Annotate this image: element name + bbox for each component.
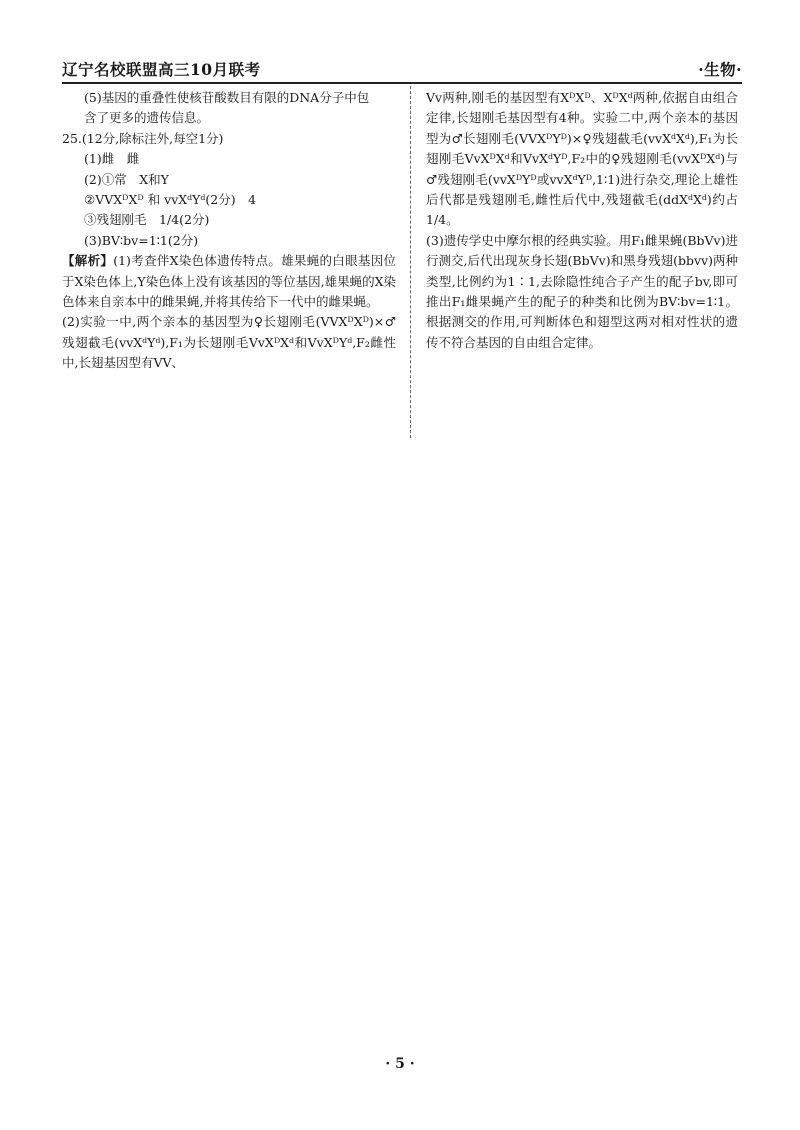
q5-answer-line2: 含了更多的遗传信息。 [84, 110, 210, 126]
q25-heading: 25.(12分,除标注外,每空1分) [62, 130, 224, 146]
analysis-text: (1)考查伴X染色体遗传特点。雄果蝇的白眼基因位于X染色体上,Y染色体上没有该基因的等位基因,雄果蝇的X染色体来自亲本中的雌果蝇,并将其传给下一代中的雌果蝇。 [62, 253, 396, 310]
subject-label: ·生物· [698, 60, 742, 79]
q25-answer-3: (3)BV∶bv=1∶1(2分) [84, 232, 199, 248]
analysis-paragraph [62, 251, 396, 312]
page-header [62, 58, 742, 84]
q25-answer-1: (1)雌 雌 [84, 151, 140, 167]
part3-analysis: (3)遗传学史中摩尔根的经典实验。用F₁雌果蝇(BbVv)进行测交,后代出现灰身长翅(BbVv)和黑身残翅(bbvv)两种类型,比例约为1∶1,去除隐性纯合子产生的配子bv,即可推出F₁雌果蝇产生的配子的种类和比例为BV∶bv=1∶1。根据测交的作用,可判断体色和翅型这两对相对性状的遗传不符合基因的自由组合定律。 [426, 232, 738, 350]
column-divider [410, 86, 411, 438]
q5-answer-line1: (5)基因的重叠性使核苷酸数目有限的DNA分子中包 [84, 90, 370, 105]
experiment-continuation: Vv两种,刚毛的基因型有XᴰXᴰ、XᴰXᵈ两种,依据自由组合定律,长翅刚毛基因型有4种。实验二中,两个亲本的基因型为♂长翅刚毛(VVXᴰYᴰ)×♀残翅截毛(vvXᵈXᵈ),F₁为长翅刚毛VvXᴰXᵈ和VvXᵈYᴰ,F₂中的♀残翅刚毛(vvXᴰXᵈ)与♂残翅刚毛(vvXᴰYᴰ或vvXᵈYᴰ,1∶1)进行杂交,理论上雄性后代都是残翅刚毛,雌性后代中,残翅截毛(ddXᵈXᵈ)约占1/4。 [426, 90, 738, 228]
analysis-tag: 【解析】 [62, 253, 114, 269]
page-number: · 5 · [385, 1056, 415, 1072]
exam-title: 辽宁名校联盟高三10月联考 [62, 60, 261, 79]
q25-answer-2a: (2)①常 X和Y [84, 171, 169, 187]
experiment1-paragraph: (2)实验一中,两个亲本的基因型为♀长翅刚毛(VVXᴰXᴰ)×♂残翅截毛(vvXᵈYᵈ),F₁为长翅刚毛VvXᴰXᵈ和VvXᴰYᵈ,F₂雌性中,长翅基因型有VV、 [62, 314, 396, 371]
left-column [62, 88, 396, 374]
q25-answer-2b: ②VVXᴰXᴰ 和 vvXᵈYᵈ(2分) 4 [84, 192, 257, 208]
q25-answer-2c: ③残翅刚毛 1/4(2分) [84, 212, 210, 228]
right-column [426, 88, 738, 353]
